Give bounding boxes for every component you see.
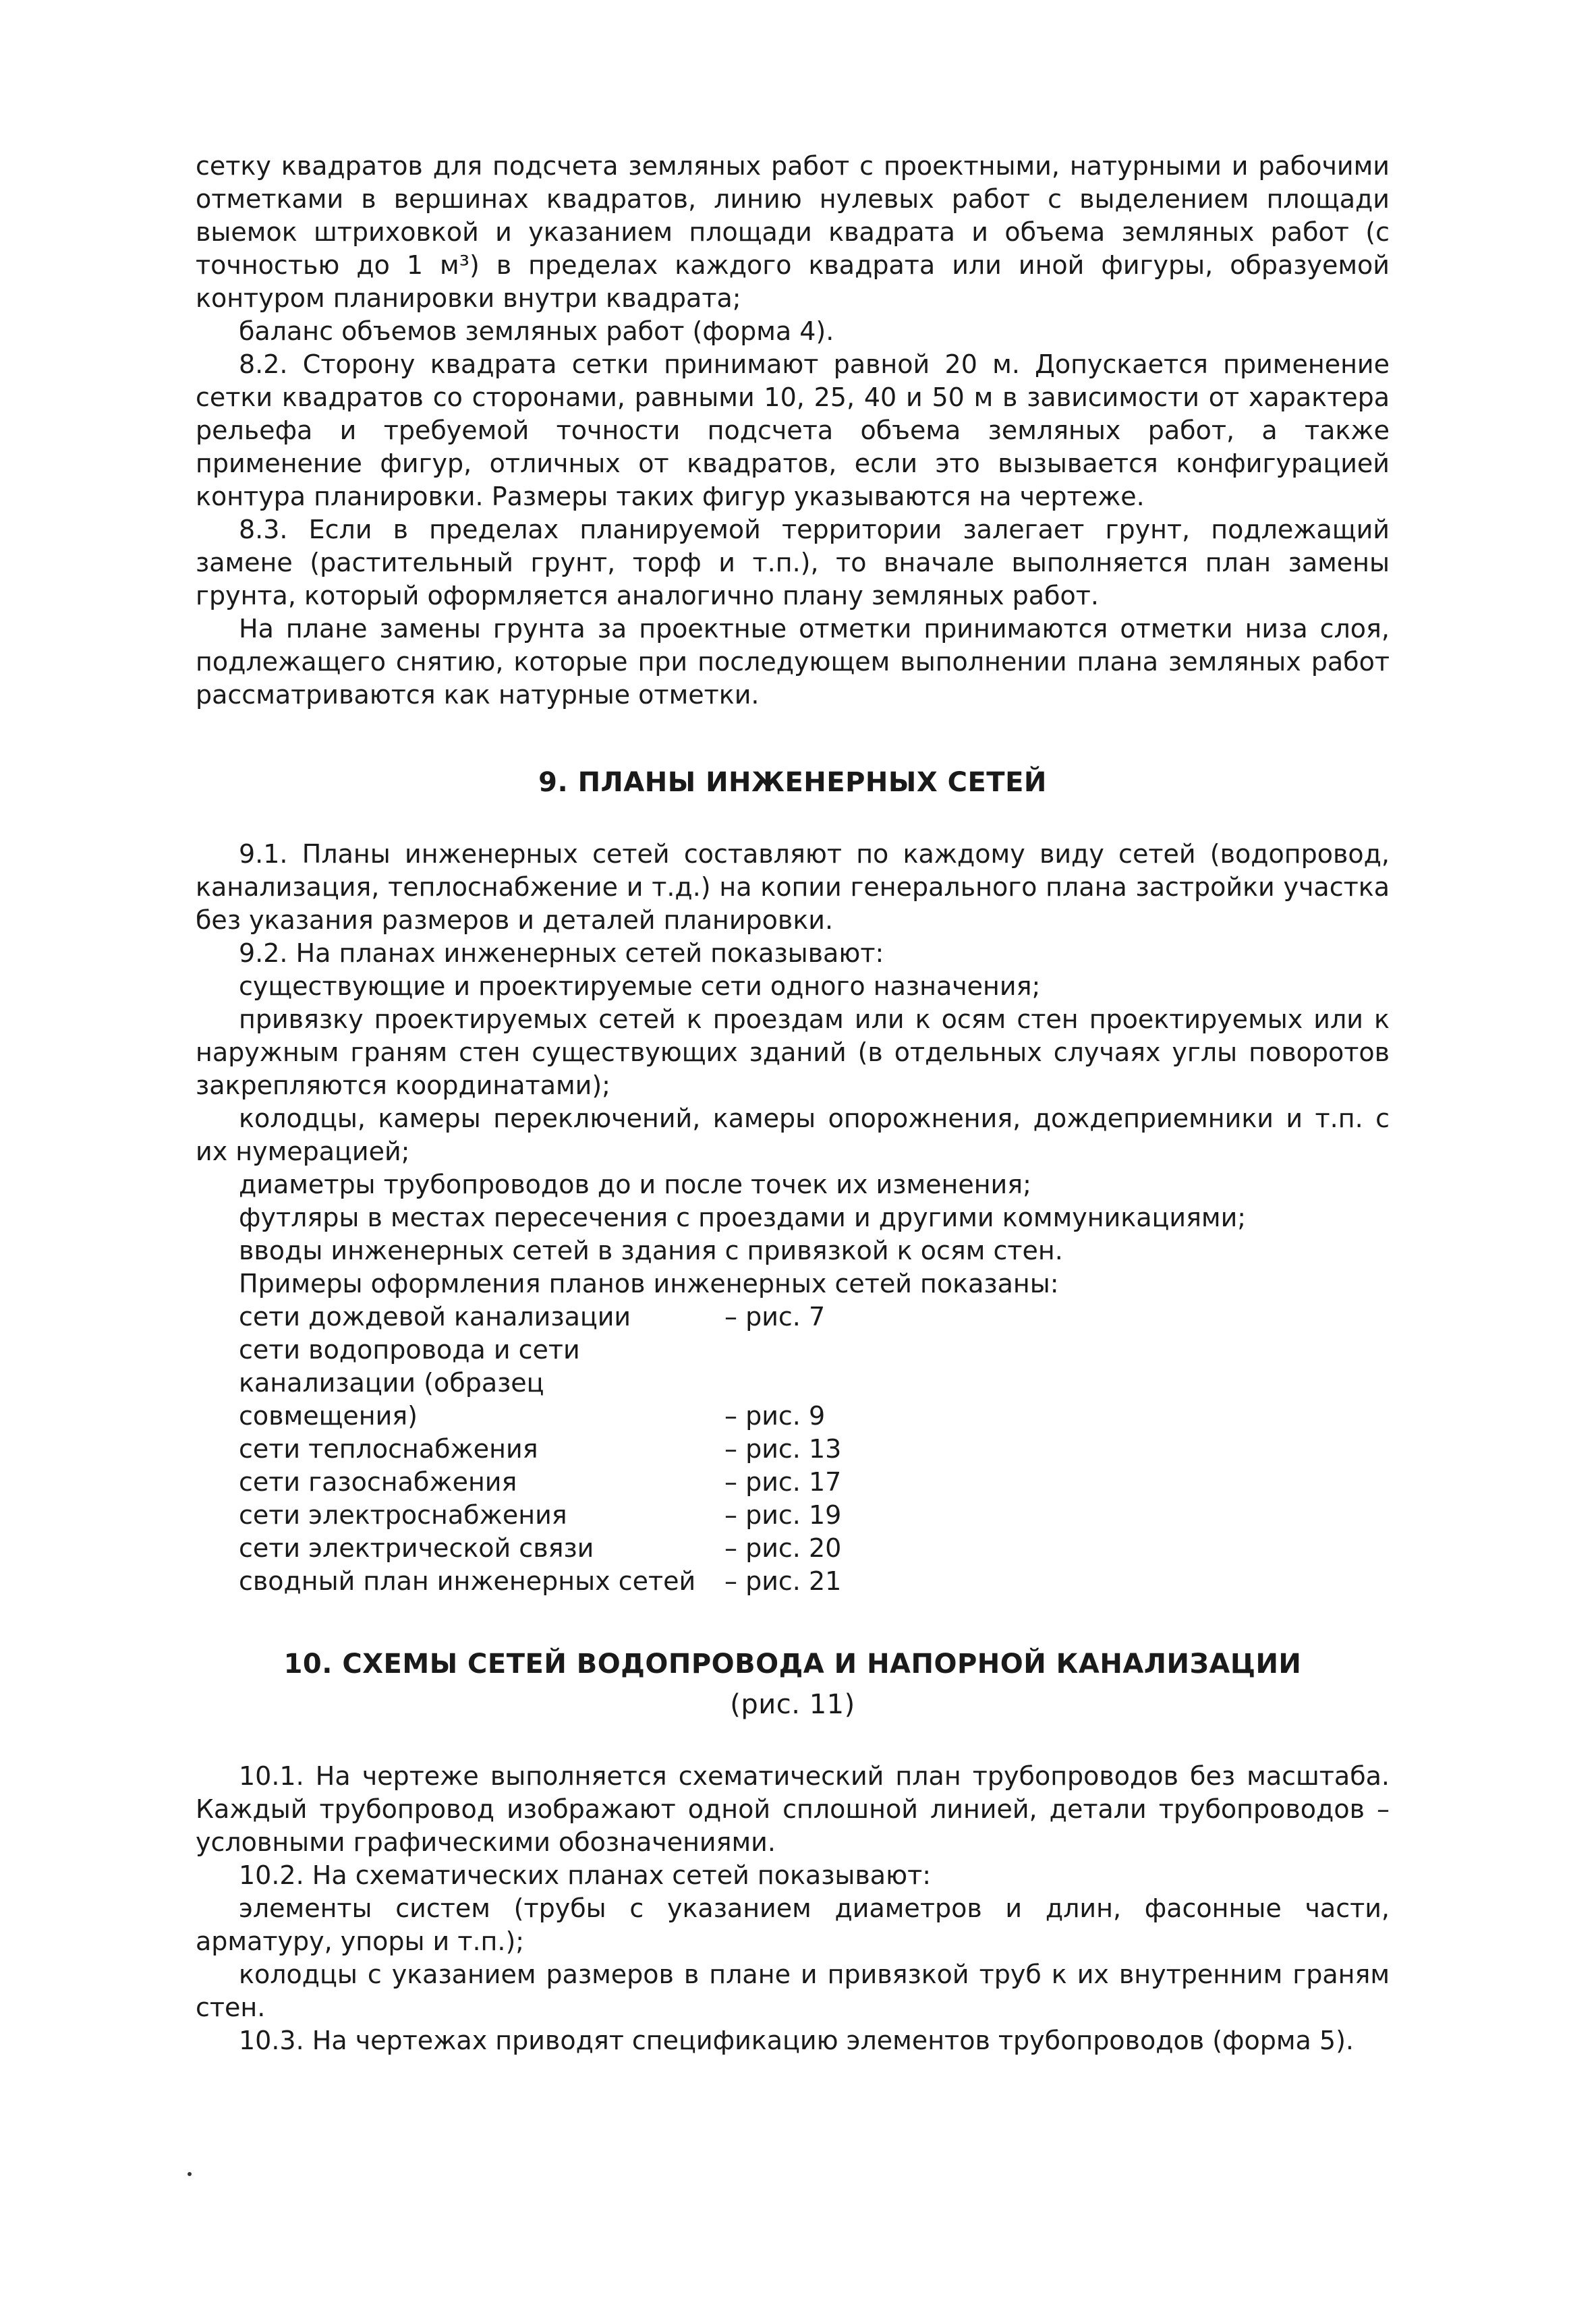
section-heading: 10. СХЕМЫ СЕТЕЙ ВОДОПРОВОДА И НАПОРНОЙ КАНАЛИЗАЦИИ xyxy=(283,1649,1302,1680)
paragraph: Примеры оформления планов инженерных сетей показаны: xyxy=(239,1269,1059,1298)
paragraph: диаметры трубопроводов до и после точек их изменения; xyxy=(239,1170,1031,1199)
page-mark xyxy=(188,2172,192,2176)
paragraph: существующие и проектируемые сети одного назначения; xyxy=(239,971,1041,1001)
paragraph: колодцы, камеры переключений, камеры опорожнения, дождеприемники и т.п. с их нумерацией; xyxy=(196,1104,1390,1166)
section10 xyxy=(196,1647,1390,2057)
figure-ref: – рис. 13 xyxy=(724,1434,842,1464)
section8-continuation xyxy=(196,150,1390,712)
list-item xyxy=(239,1433,947,1466)
list-item xyxy=(239,1466,947,1499)
paragraph: 9.2. На планах инженерных сетей показывают: xyxy=(239,938,884,968)
section-subtitle: (рис. 11) xyxy=(730,1689,855,1720)
paragraph: 8.2. Сторону квадрата сетки принимают равной 20 м. Допускается применение сетки квадратов со сторонами, равными 10, 25, 40 и 50 м в зависимости от характера рельефа и требуемой точности подсчета объема земляных работ, а также применение фигур, отличных от квадратов, если это вызывается конфигурацией контура планировки. Размеры таких фигур указываются на чертеже. xyxy=(196,349,1390,511)
list-item xyxy=(239,1301,947,1334)
figure-ref: – рис. 21 xyxy=(724,1566,842,1596)
paragraph: 8.3. Если в пределах планируемой территории залегает грунт, подлежащий замене (растительный грунт, торф и т.п.), то вначале выполняется план замены грунта, который оформляется аналогично плану земляных работ. xyxy=(196,515,1390,610)
document-page xyxy=(196,150,1390,2057)
paragraph: На плане замены грунта за проектные отметки принимаются отметки низа слоя, подлежащего снятию, которые при последующем выполнении плана земляных работ рассматриваются как натурные отметки. xyxy=(196,614,1390,710)
figure-label: сети газоснабжения xyxy=(239,1467,517,1497)
paragraph: футляры в местах пересечения с проездами и другими коммуникациями; xyxy=(239,1203,1247,1232)
figure-label: сводный план инженерных сетей xyxy=(239,1566,696,1596)
figure-reference-list xyxy=(239,1301,947,1598)
figure-ref: – рис. 17 xyxy=(724,1467,842,1497)
figure-ref: – рис. 7 xyxy=(724,1302,826,1332)
figure-label: сети теплоснабжения xyxy=(239,1434,538,1464)
paragraph: привязку проектируемых сетей к проездам или к осям стен проектируемых или к наружным граням стен существующих зданий (в отдельных случаях углы поворотов закрепляются координатами); xyxy=(196,1004,1390,1100)
section9 xyxy=(196,765,1390,1598)
figure-label: сети водопровода и сети канализации (образец совмещения) xyxy=(239,1335,580,1431)
paragraph: баланс объемов земляных работ (форма 4). xyxy=(239,316,834,346)
paragraph: колодцы с указанием размеров в плане и привязкой труб к их внутренним граням стен. xyxy=(196,1960,1390,2022)
list-item xyxy=(239,1532,947,1565)
figure-label: сети электроснабжения xyxy=(239,1500,567,1530)
list-item xyxy=(239,1565,947,1598)
paragraph: 9.1. Планы инженерных сетей составляют по каждому виду сетей (водопровод, канализация, теплоснабжение и т.д.) на копии генерального плана застройки участка без указания размеров и деталей планировки. xyxy=(196,839,1390,935)
figure-ref: – рис. 19 xyxy=(724,1500,842,1530)
paragraph: 10.3. На чертежах приводят спецификацию элементов трубопроводов (форма 5). xyxy=(239,2026,1354,2055)
section-heading: 9. ПЛАНЫ ИНЖЕНЕРНЫХ СЕТЕЙ xyxy=(538,767,1047,798)
figure-ref: – рис. 9 xyxy=(724,1401,826,1431)
figure-label: сети электрической связи xyxy=(239,1533,594,1563)
paragraph: сетку квадратов для подсчета земляных работ с проектными, натурными и рабочими отметками в вершинах квадратов, линию нулевых работ с выделением площади выемок штриховкой и указанием площади квадрата и объема земляных работ (с точностью до 1 м³) в пределах каждого квадрата или иной фигуры, образуемой контуром планировки внутри квадрата; xyxy=(196,151,1390,313)
paragraph: 10.1. На чертеже выполняется схематический план трубопроводов без масштаба. Каждый трубопровод изображают одной сплошной линией, детали трубопроводов – условными графическими обозначениями. xyxy=(196,1761,1390,1857)
list-item xyxy=(239,1499,947,1532)
paragraph: 10.2. На схематических планах сетей показывают: xyxy=(239,1860,932,1890)
list-item xyxy=(239,1334,947,1433)
figure-label: сети дождевой канализации xyxy=(239,1302,631,1332)
paragraph: элементы систем (трубы с указанием диаметров и длин, фасонные части, арматуру, упоры и т.п.); xyxy=(196,1893,1390,1956)
paragraph: вводы инженерных сетей в здания с привязкой к осям стен. xyxy=(239,1236,1063,1265)
figure-ref: – рис. 20 xyxy=(724,1533,842,1563)
